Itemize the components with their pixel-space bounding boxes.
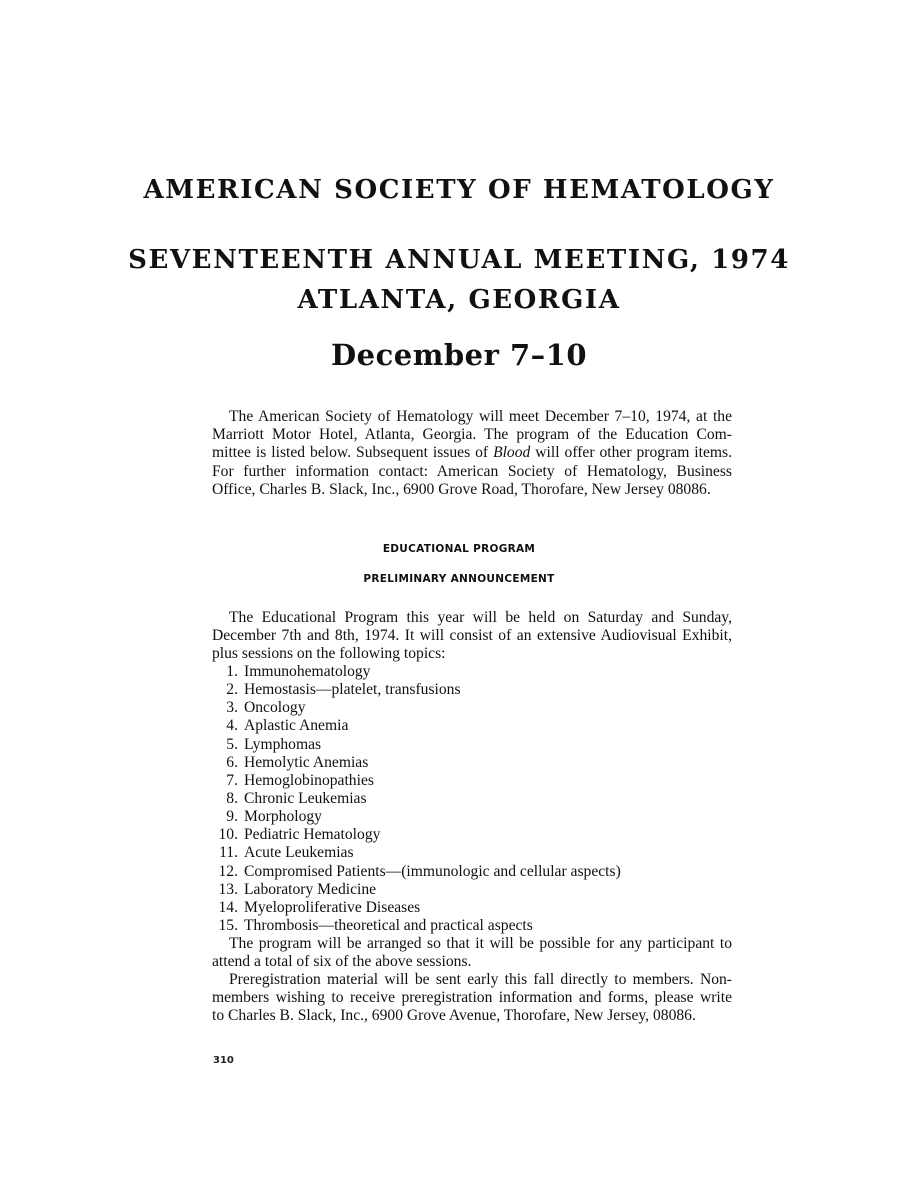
intro-line: The American Society of Hematology will meet December 7–10, 1974, at the [229,408,732,425]
intro-line-head: mittee is listed below. Subsequent issues of [212,444,494,462]
page-number: 310 [213,1055,234,1066]
topic-item [212,826,732,844]
preregistration-line: to Charles B. Slack, Inc., 6900 Grove Avenue, Thorofare, New Jersey, 08086. [212,1007,696,1025]
topic-label: Thrombosis—theoretical and practical aspects [244,916,533,934]
topic-number: 9. [226,808,238,826]
topic-label: Hemolytic Anemias [244,753,369,771]
preregistration-line: members wishing to receive preregistration information and forms, please write [212,989,732,1007]
topic-item [212,754,732,772]
intro-paragraph [212,408,732,499]
topic-label: Oncology [244,699,306,717]
intro-line: Marriott Motor Hotel, Atlanta, Georgia. The program of the Education Com- [212,426,732,444]
edu-line: plus sessions on the following topics: [212,645,446,663]
topic-number: 4. [226,717,238,735]
topic-number: 5. [226,735,238,753]
topic-item [212,808,732,826]
topic-item [212,736,732,754]
topic-label: Myeloproliferative Diseases [244,898,421,916]
topic-item [212,881,732,899]
topic-label: Hemoglobinopathies [244,771,374,789]
topic-label: Chronic Leukemias [244,789,367,807]
topic-number: 11. [219,844,238,862]
topic-number: 15. [218,916,238,934]
dates-title: December 7–10 [330,338,588,372]
topic-label: Immunohematology [244,663,371,680]
topic-label: Laboratory Medicine [244,880,377,898]
section-heading: EDUCATIONAL PROGRAM [382,543,536,555]
topic-label: Hemostasis—platelet, transfusions [244,681,461,699]
educational-program-paragraph [212,609,732,664]
location-title: ATLANTA, GEORGIA [297,285,621,315]
topic-number: 2. [226,681,238,699]
topic-number: 14. [218,898,238,916]
organization-title: AMERICAN SOCIETY OF HEMATOLOGY [143,175,775,205]
meeting-title: SEVENTEENTH ANNUAL MEETING, 1974 [128,245,790,275]
arrangement-line: attend a total of six of the above sessions. [212,953,472,971]
topic-label: Compromised Patients—(immunologic and cellular aspects) [244,862,621,880]
topic-label: Aplastic Anemia [244,717,349,735]
intro-line-tail: will offer other program items. [530,444,732,462]
journal-name: Blood [493,444,531,462]
topic-number: 8. [226,789,238,807]
topic-number: 13. [218,880,238,898]
topic-number: 6. [226,753,238,771]
arrangement-paragraph [212,935,732,971]
topic-item [212,717,732,735]
topic-item [212,899,732,917]
edu-line: December 7th and 8th, 1974. It will consist of an extensive Audiovisual Exhibit, [212,627,732,645]
arrangement-line: The program will be arranged so that it will be possible for any participant to [229,935,732,952]
topic-item [212,844,732,862]
topic-item [212,917,732,935]
intro-line [212,444,732,462]
preregistration-line: Preregistration material will be sent early this fall directly to members. Non- [229,971,732,988]
topic-number: 3. [226,699,238,717]
section-subheading: PRELIMINARY ANNOUNCEMENT [363,573,555,585]
intro-line: For further information contact: American Society of Hematology, Business [212,462,732,480]
topic-label: Pediatric Hematology [244,826,381,844]
topic-item [212,863,732,881]
topic-number: 10. [218,826,238,844]
topic-label: Morphology [244,808,322,826]
intro-line: Office, Charles B. Slack, Inc., 6900 Grove Road, Thorofare, New Jersey 08086. [212,480,711,498]
topic-label: Lymphomas [244,735,322,753]
topic-item [212,663,732,681]
topic-item [212,699,732,717]
topic-number: 7. [226,771,238,789]
topic-label: Acute Leukemias [244,844,354,862]
topics-list [212,663,732,935]
topic-number: 1. [226,663,238,680]
topic-item [212,681,732,699]
topic-item [212,790,732,808]
edu-line: The Educational Program this year will be held on Saturday and Sunday, [229,609,732,626]
preregistration-paragraph [212,971,732,1026]
topic-number: 12. [218,862,238,880]
topic-item [212,772,732,790]
